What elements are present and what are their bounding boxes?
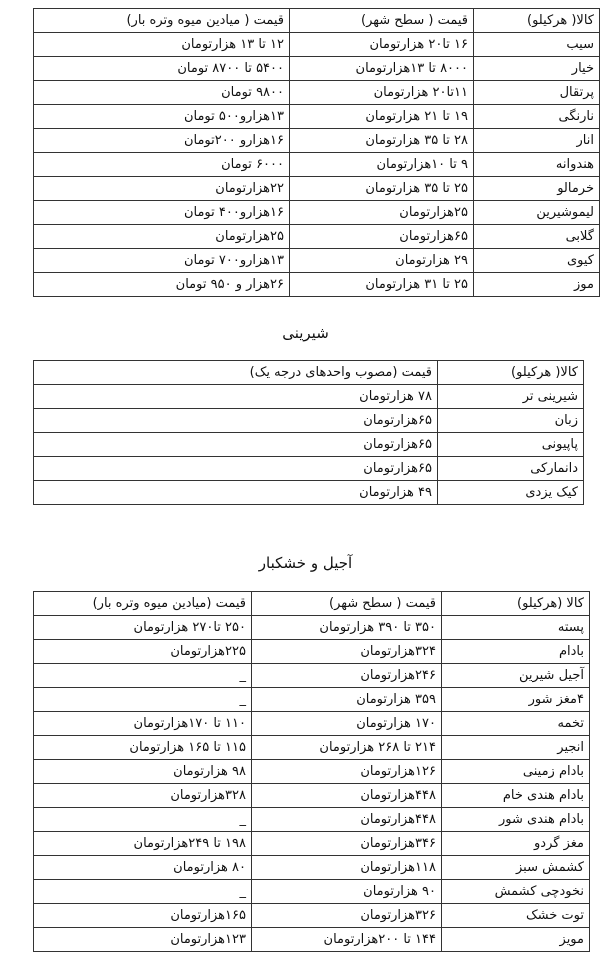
table-cell: پسته (442, 616, 590, 640)
table-cell: ۲۲۵هزارتومان (34, 640, 252, 664)
table-cell: پاپیونی (438, 433, 584, 457)
table-cell: ۱۱۵ تا ۱۶۵ هزارتومان (34, 736, 252, 760)
table-cell: ۹۸۰۰ تومان (34, 81, 290, 105)
table-cell: ۷۸ هزارتومان (34, 385, 438, 409)
table-row (34, 712, 590, 736)
table-cell: ۲۴۶هزارتومان (252, 664, 442, 688)
table-cell: ۶۰۰۰ تومان (34, 153, 290, 177)
table-cell: ۹ تا ۱۰هزارتومان (290, 153, 474, 177)
table-row (34, 153, 600, 177)
table-cell: شیرینی تر (438, 385, 584, 409)
table-cell: ۴۹ هزارتومان (34, 481, 438, 505)
table-cell: ۶۵هزارتومان (34, 409, 438, 433)
table-row (34, 457, 584, 481)
table-cell: ۱۱۰ تا ۱۷۰هزارتومان (34, 712, 252, 736)
table-cell: ۱۷۰ هزارتومان (252, 712, 442, 736)
table-row (34, 249, 600, 273)
table-cell: ۴مغز شور (442, 688, 590, 712)
table-cell: توت خشک (442, 904, 590, 928)
table-row (34, 481, 584, 505)
table-row (34, 201, 600, 225)
table-cell: انجیر (442, 736, 590, 760)
table-cell: نارنگی (474, 105, 600, 129)
table-row (34, 808, 590, 832)
table-cell: تخمه (442, 712, 590, 736)
column-header: قیمت (میادین میوه وتره بار) (34, 592, 252, 616)
table-cell: گلابی (474, 225, 600, 249)
table-cell: دانمارکی (438, 457, 584, 481)
table-row (34, 81, 600, 105)
table-cell: ۵۴۰۰ تا ۸۷۰۰ تومان (34, 57, 290, 81)
table-cell: ۱۶ تا۲۰ هزارتومان (290, 33, 474, 57)
table-row (34, 225, 600, 249)
table-row (34, 784, 590, 808)
table-cell: ۲۵هزارتومان (290, 201, 474, 225)
column-header: قیمت ( میادین میوه وتره بار) (34, 9, 290, 33)
table-cell: ۱۹ تا ۲۱ هزارتومان (290, 105, 474, 129)
nuts-price-table (33, 591, 590, 952)
table-row (34, 273, 600, 297)
table-cell: خیار (474, 57, 600, 81)
table-row (34, 832, 590, 856)
table-cell: نخودچی کشمش (442, 880, 590, 904)
column-header: قیمت ( سطح شهر) (252, 592, 442, 616)
table-cell: موز (474, 273, 600, 297)
table-cell: _ (34, 664, 252, 688)
column-header: کالا( هرکیلو) (438, 361, 584, 385)
table-cell: ۶۵هزارتومان (290, 225, 474, 249)
table-cell: ۱۶هزارو ۲۰۰تومان (34, 129, 290, 153)
table-cell: لیموشیرین (474, 201, 600, 225)
table-cell: ۲۹ هزارتومان (290, 249, 474, 273)
table-cell: ۸۰۰۰ تا ۱۳هزارتومان (290, 57, 474, 81)
table-cell: ۹۸ هزارتومان (34, 760, 252, 784)
fruit-table-body (34, 9, 600, 297)
table-cell: کیوی (474, 249, 600, 273)
table-cell: ۶۵هزارتومان (34, 457, 438, 481)
table-row (34, 105, 600, 129)
column-header: کالا( هرکیلو) (474, 9, 600, 33)
nuts-section-title: آجیل و خشکبار (258, 554, 353, 572)
table-row (34, 688, 590, 712)
header-row (34, 592, 590, 616)
table-row (34, 664, 590, 688)
table-row (34, 129, 600, 153)
table-cell: بادام هندی شور (442, 808, 590, 832)
table-row (34, 760, 590, 784)
table-cell: مویز (442, 928, 590, 952)
table-cell: کشمش سبز (442, 856, 590, 880)
table-row (34, 33, 600, 57)
table-cell: ۴۴۸هزارتومان (252, 784, 442, 808)
table-cell: ۱۱۸هزارتومان (252, 856, 442, 880)
table-cell: ۱۴۴ تا ۲۰۰هزارتومان (252, 928, 442, 952)
table-cell: سیب (474, 33, 600, 57)
table-cell: ۲۱۴ تا ۲۶۸ هزارتومان (252, 736, 442, 760)
table-cell: ۲۶هزار و ۹۵۰ تومان (34, 273, 290, 297)
table-cell: ۱۶۵هزارتومان (34, 904, 252, 928)
table-row (34, 385, 584, 409)
table-cell: پرتقال (474, 81, 600, 105)
table-cell: زبان (438, 409, 584, 433)
table-cell: ۱۲ تا ۱۳ هزارتومان (34, 33, 290, 57)
table-row (34, 904, 590, 928)
table-cell: ۳۵۰ تا ۳۹۰ هزارتومان (252, 616, 442, 640)
table-cell: ۱۲۶هزارتومان (252, 760, 442, 784)
table-cell: ۱۶هزارو۴۰۰ تومان (34, 201, 290, 225)
table-row (34, 409, 584, 433)
table-cell: انار (474, 129, 600, 153)
table-cell: خرمالو (474, 177, 600, 201)
table-cell: ۱۱تا۲۰ هزارتومان (290, 81, 474, 105)
column-header: کالا (هرکیلو) (442, 592, 590, 616)
table-cell: _ (34, 880, 252, 904)
table-cell: ۱۹۸ تا ۲۴۹هزارتومان (34, 832, 252, 856)
table-cell: ۲۲هزارتومان (34, 177, 290, 201)
nuts-table-body (34, 592, 590, 952)
table-row (34, 736, 590, 760)
table-cell: ۹۰ هزارتومان (252, 880, 442, 904)
table-cell: ۶۵هزارتومان (34, 433, 438, 457)
table-cell: بادام زمینی (442, 760, 590, 784)
table-cell: هندوانه (474, 153, 600, 177)
table-cell: ۳۲۴هزارتومان (252, 640, 442, 664)
table-row (34, 177, 600, 201)
table-row (34, 640, 590, 664)
table-row (34, 57, 600, 81)
table-cell: ۲۵ تا ۳۵ هزارتومان (290, 177, 474, 201)
column-header: قیمت ( سطح شهر) (290, 9, 474, 33)
sweets-table-body (34, 361, 584, 505)
table-cell: ۳۵۹ هزارتومان (252, 688, 442, 712)
table-row (34, 433, 584, 457)
table-row (34, 928, 590, 952)
table-cell: ۲۵ تا ۳۱ هزارتومان (290, 273, 474, 297)
sweets-section-title: شیرینی (282, 324, 329, 342)
column-header: قیمت (مصوب واحدهای درجه یک) (34, 361, 438, 385)
table-cell: ۱۲۳هزارتومان (34, 928, 252, 952)
table-cell: ۱۳هزارو۵۰۰ تومان (34, 105, 290, 129)
table-cell: ۳۴۶هزارتومان (252, 832, 442, 856)
table-cell: مغز گردو (442, 832, 590, 856)
table-cell: ۸۰ هزارتومان (34, 856, 252, 880)
fruit-price-table (33, 8, 600, 297)
table-cell: ۲۵هزارتومان (34, 225, 290, 249)
table-cell: ۴۴۸هزارتومان (252, 808, 442, 832)
table-cell: _ (34, 688, 252, 712)
table-cell: کیک یزدی (438, 481, 584, 505)
table-cell: ۲۵۰ تا۲۷۰ هزارتومان (34, 616, 252, 640)
table-cell: ۳۲۶هزارتومان (252, 904, 442, 928)
table-row (34, 616, 590, 640)
table-cell: آجیل شیرین (442, 664, 590, 688)
table-cell: ۱۳هزارو۷۰۰ تومان (34, 249, 290, 273)
table-cell: بادام (442, 640, 590, 664)
table-cell: بادام هندی خام (442, 784, 590, 808)
sweets-price-table (33, 360, 584, 505)
header-row (34, 361, 584, 385)
table-cell: ۲۸ تا ۳۵ هزارتومان (290, 129, 474, 153)
table-cell: _ (34, 808, 252, 832)
table-row (34, 880, 590, 904)
header-row (34, 9, 600, 33)
table-cell: ۳۲۸هزارتومان (34, 784, 252, 808)
table-row (34, 856, 590, 880)
